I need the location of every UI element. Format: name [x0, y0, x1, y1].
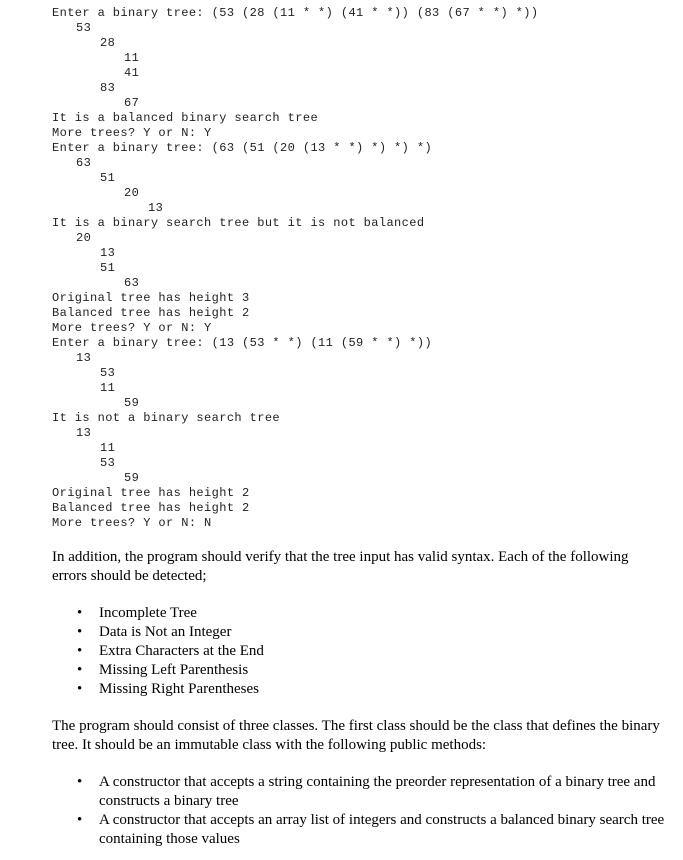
syntax-paragraph — [52, 548, 667, 586]
console-line: 67 — [124, 96, 140, 110]
console-line: 51 — [100, 261, 116, 275]
console-line: 13 — [100, 246, 116, 260]
error-item-text: Extra Characters at the End — [99, 643, 264, 659]
error-item — [77, 623, 677, 642]
bullet-icon: • — [77, 681, 83, 697]
console-line: More trees? Y or N: Y — [52, 321, 212, 335]
error-item — [77, 661, 677, 680]
classes-paragraph — [52, 717, 667, 755]
bullet-icon: • — [77, 662, 83, 678]
methods-list — [77, 773, 677, 849]
console-line: 53 — [100, 366, 116, 380]
console-line: 53 — [76, 21, 92, 35]
console-line: 83 — [100, 81, 116, 95]
console-line: 59 — [124, 471, 140, 485]
console-line: Enter a binary tree: (63 (51 (20 (13 * *) *) *) *) — [52, 141, 433, 155]
classes-paragraph-text: The program should consist of three classes. The first class should be the class that defines the binary tree. It should be an immutable class with the following public methods: — [52, 718, 660, 753]
console-line: 11 — [100, 441, 116, 455]
console-line: Enter a binary tree: (13 (53 * *) (11 (59 * *) *)) — [52, 336, 433, 350]
console-line: 13 — [76, 426, 92, 440]
bullet-icon: • — [77, 774, 83, 790]
bullet-icon: • — [77, 605, 83, 621]
method-item-text: A constructor that accepts an array list of integers and constructs a balanced binary search tree containing those values — [99, 812, 665, 847]
method-item — [77, 811, 677, 849]
console-line: It is a balanced binary search tree — [52, 111, 319, 125]
console-line: 13 — [76, 351, 92, 365]
console-line: 59 — [124, 396, 140, 410]
console-line: 28 — [100, 36, 116, 50]
console-line: 63 — [76, 156, 92, 170]
error-item — [77, 642, 677, 661]
console-line: It is not a binary search tree — [52, 411, 281, 425]
console-line: 20 — [76, 231, 92, 245]
error-item-text: Incomplete Tree — [99, 605, 197, 621]
console-line: More trees? Y or N: N — [52, 516, 212, 530]
console-line: 41 — [124, 66, 140, 80]
bullet-icon: • — [77, 812, 83, 828]
method-item-text: A constructor that accepts a string containing the preorder representation of a binary tree and constructs a binary tree — [99, 774, 656, 809]
errors-list — [77, 604, 677, 699]
bullet-icon: • — [77, 643, 83, 659]
console-line: Enter a binary tree: (53 (28 (11 * *) (41 * *)) (83 (67 * *) *)) — [52, 6, 539, 20]
console-line: 63 — [124, 276, 140, 290]
error-item — [77, 604, 677, 623]
error-item-text: Missing Left Parenthesis — [99, 662, 249, 678]
console-line: 51 — [100, 171, 116, 185]
console-line: 53 — [100, 456, 116, 470]
error-item — [77, 680, 677, 699]
console-line: 20 — [124, 186, 140, 200]
console-line: Original tree has height 2 — [52, 486, 250, 500]
console-line: More trees? Y or N: Y — [52, 126, 212, 140]
console-line: Balanced tree has height 2 — [52, 306, 250, 320]
console-line: 11 — [100, 381, 116, 395]
syntax-paragraph-text: In addition, the program should verify that the tree input has valid syntax. Each of the following errors should be detected; — [52, 549, 629, 584]
console-output — [52, 6, 538, 531]
error-item-text: Missing Right Parentheses — [99, 681, 259, 697]
console-line: 11 — [124, 51, 140, 65]
method-item — [77, 773, 677, 811]
console-line: It is a binary search tree but it is not balanced — [52, 216, 425, 230]
console-line: Original tree has height 3 — [52, 291, 250, 305]
error-item-text: Data is Not an Integer — [99, 624, 232, 640]
console-line: Balanced tree has height 2 — [52, 501, 250, 515]
console-line: 13 — [148, 201, 164, 215]
bullet-icon: • — [77, 624, 83, 640]
